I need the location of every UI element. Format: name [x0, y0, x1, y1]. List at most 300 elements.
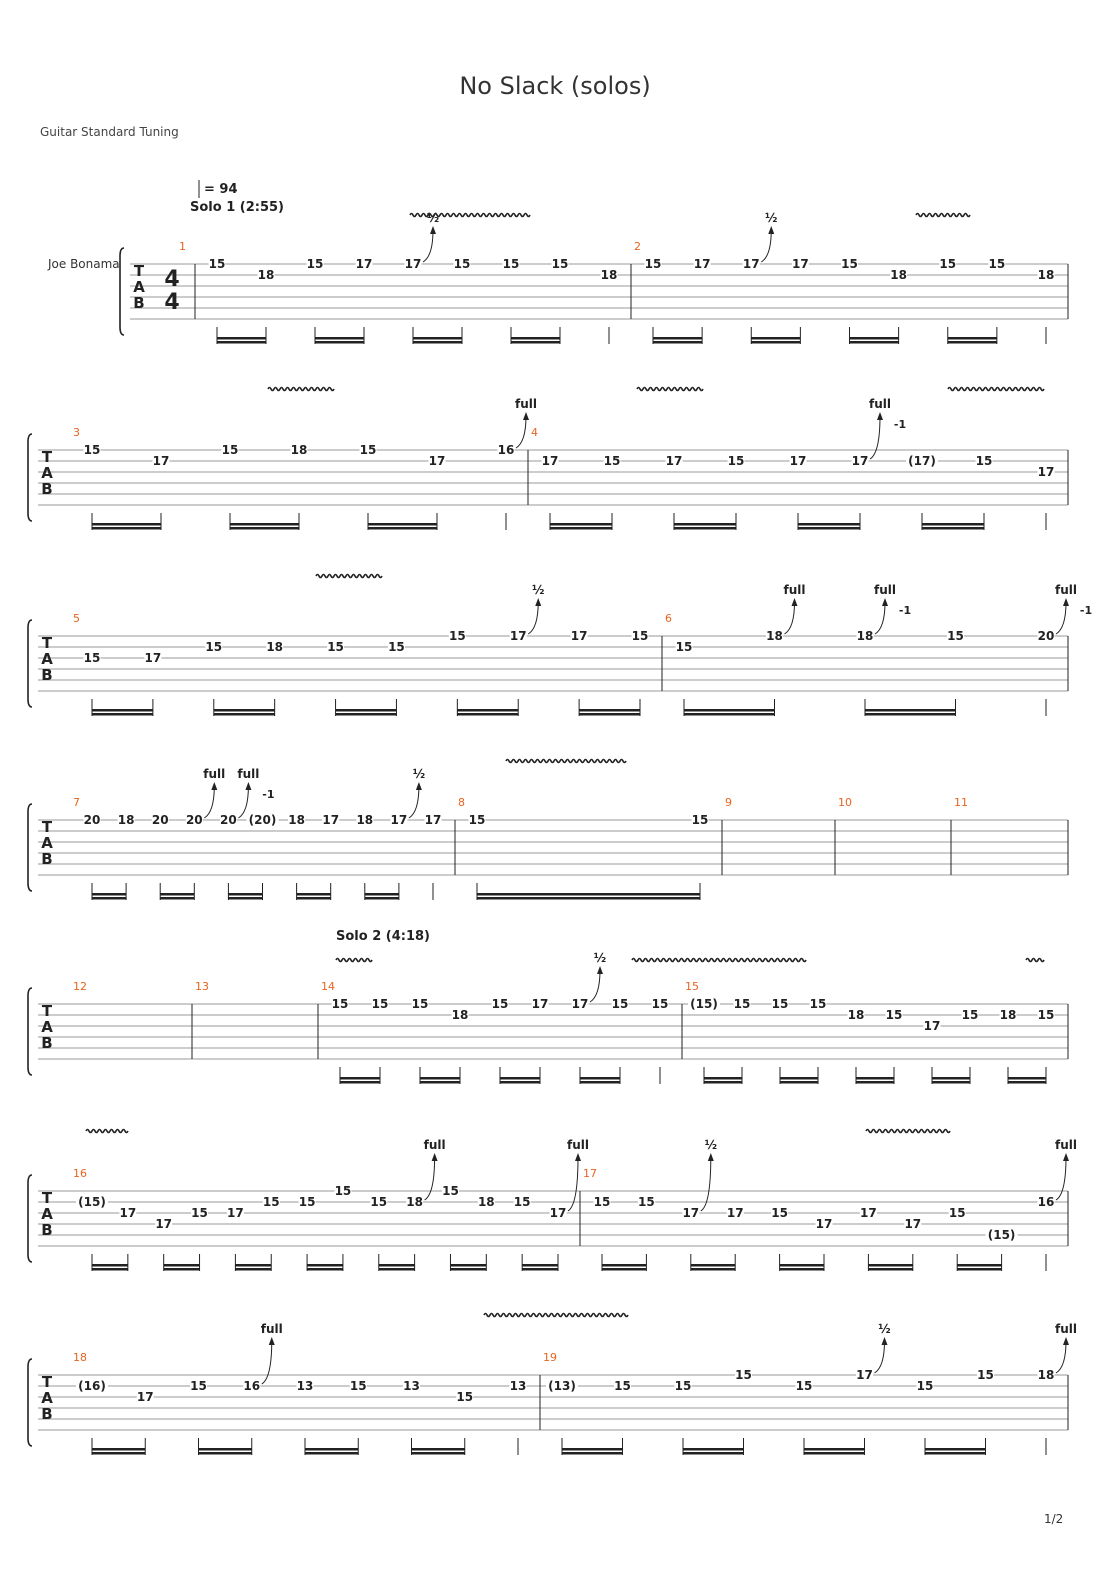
fret-number: 17: [904, 1217, 922, 1231]
tab-letter: B: [41, 666, 53, 684]
beam-secondary: [230, 523, 299, 526]
fret-number: 20: [151, 813, 169, 827]
measure-number: 15: [685, 980, 699, 993]
fret-number: 15: [190, 1379, 207, 1393]
vibrato-mark: [336, 959, 372, 962]
beam: [579, 713, 640, 716]
measure-number: 5: [73, 612, 80, 625]
fret-number: 15: [809, 997, 827, 1011]
bend-arrowhead: [1063, 1337, 1069, 1345]
beam: [1008, 1081, 1046, 1084]
beam: [511, 341, 560, 344]
staff-bracket: [28, 620, 32, 707]
fret-number: 18: [1037, 1368, 1055, 1382]
beam-secondary: [798, 523, 860, 526]
staff-bracket: [120, 248, 124, 335]
fret-number: 17: [851, 454, 869, 468]
vibrato-mark: [1026, 959, 1044, 962]
beam: [674, 527, 736, 530]
fret-number: 18: [890, 268, 907, 282]
fret-number: 15: [502, 257, 520, 271]
fret-number: 15: [948, 1206, 966, 1220]
bend-amount: full: [783, 583, 806, 597]
beam-secondary: [92, 1448, 145, 1451]
beam: [780, 1081, 818, 1084]
fret-number: 18: [266, 640, 284, 654]
fret-number: 15: [771, 1206, 788, 1220]
beam: [522, 1268, 558, 1271]
fret-number: 15: [651, 997, 669, 1011]
bend-amount: full: [567, 1138, 589, 1152]
bend-amount: full: [869, 397, 891, 411]
fret-number: 15: [1037, 1008, 1055, 1022]
fret-number: 15: [675, 640, 693, 654]
beam: [365, 897, 399, 900]
fret-number: 17: [856, 1368, 873, 1382]
tab-letter: A: [41, 1205, 53, 1223]
bend-amount: ½: [878, 1322, 891, 1336]
fret-number: (17): [908, 454, 936, 468]
beam: [780, 1268, 824, 1271]
staff-bracket: [28, 1359, 32, 1446]
beam-secondary: [550, 523, 612, 526]
tab-letter: B: [133, 294, 145, 312]
beam-secondary: [500, 1077, 540, 1080]
tempo-marking: = 94: [204, 182, 238, 197]
bend-arrowhead: [269, 1337, 275, 1345]
fret-number: 15: [961, 1008, 979, 1022]
beam: [704, 1081, 742, 1084]
measure-number: 13: [195, 980, 209, 993]
fret-number: 15: [513, 1195, 531, 1209]
fret-number: 15: [456, 1390, 474, 1404]
fret-number: 15: [83, 443, 101, 457]
beam: [683, 1452, 744, 1455]
vibrato-mark: [637, 388, 703, 391]
bend-amount: full: [515, 397, 537, 411]
beam-secondary: [922, 523, 984, 526]
fret-number: 15: [208, 257, 226, 271]
bend-amount: ½: [532, 583, 545, 597]
fret-number: 15: [631, 629, 649, 643]
measure-number: 12: [73, 980, 87, 993]
fret-number: 17: [119, 1206, 137, 1220]
fret-number: 18: [766, 629, 783, 643]
fret-number: 17: [815, 1217, 833, 1231]
beam: [580, 1081, 620, 1084]
beam-secondary: [780, 1264, 824, 1267]
fret-number: 16: [497, 443, 515, 457]
beam-secondary: [92, 523, 161, 526]
fret-number: 15: [453, 257, 471, 271]
beam-secondary: [228, 893, 262, 896]
beam-secondary: [704, 1077, 742, 1080]
beam-secondary: [164, 1264, 200, 1267]
beam-secondary: [368, 523, 437, 526]
bend-arrowhead: [708, 1153, 714, 1161]
fret-number: 17: [923, 1019, 941, 1033]
fret-number: 18: [406, 1195, 423, 1209]
beam: [217, 341, 266, 344]
fret-number: 17: [549, 1206, 567, 1220]
fret-number: 17: [665, 454, 683, 468]
tab-letter: T: [41, 1002, 53, 1020]
fret-number: (15): [987, 1228, 1016, 1242]
fret-number: 18: [856, 629, 874, 643]
beam: [336, 713, 397, 716]
fret-number: 17: [742, 257, 760, 271]
bend-curve: [568, 1157, 578, 1211]
tuning-label: Guitar Standard Tuning: [40, 125, 179, 139]
beam: [653, 341, 702, 344]
bend-curve: [204, 786, 214, 818]
bend-amount: full: [260, 1322, 283, 1336]
fret-number: 15: [331, 997, 349, 1011]
fret-number: 18: [847, 1008, 865, 1022]
bend-amount: full: [423, 1138, 446, 1152]
fret-number: 18: [451, 1008, 469, 1022]
beam: [307, 1268, 343, 1271]
bend-arrowhead: [792, 598, 798, 606]
page-number: 1/2: [1044, 1512, 1064, 1526]
tab-letter: T: [41, 634, 53, 652]
fret-number: 15: [733, 997, 751, 1011]
fret-number: 15: [603, 454, 621, 468]
fret-number: 17: [404, 257, 422, 271]
vibrato-mark: [316, 575, 382, 578]
fret-number: 13: [403, 1379, 420, 1393]
fret-number: 15: [644, 257, 662, 271]
beam: [228, 897, 262, 900]
beam-secondary: [580, 1077, 620, 1080]
bend-arrowhead: [245, 782, 251, 790]
staff-bracket: [28, 988, 32, 1075]
vibrato-mark: [86, 1130, 128, 1133]
beam-secondary: [804, 1448, 865, 1451]
beam: [199, 1452, 252, 1455]
fret-number: 17: [509, 629, 527, 643]
beam-secondary: [683, 1448, 744, 1451]
beam-secondary: [1008, 1077, 1046, 1080]
beam-secondary: [199, 1448, 252, 1451]
bend-curve: [1056, 602, 1066, 634]
tab-letter: B: [41, 480, 53, 498]
fret-number: 17: [390, 813, 408, 827]
beam: [562, 1452, 623, 1455]
beam-secondary: [457, 709, 518, 712]
bend-curve: [1056, 1157, 1066, 1200]
tab-letter: A: [41, 1389, 53, 1407]
tab-letter: A: [133, 278, 145, 296]
vibrato-mark: [410, 214, 530, 217]
beam: [868, 1268, 912, 1271]
fret-number: 16: [1037, 1195, 1055, 1209]
beam: [450, 1268, 486, 1271]
bend-curve: [423, 230, 433, 262]
beam: [477, 897, 700, 900]
bend-curve: [262, 1341, 272, 1384]
beam-secondary: [780, 1077, 818, 1080]
bend-amount: ½: [765, 211, 778, 225]
fret-number: 13: [296, 1379, 314, 1393]
fret-number: 15: [611, 997, 629, 1011]
fret-number: 15: [491, 997, 509, 1011]
fret-number: 18: [117, 813, 135, 827]
beam: [684, 713, 775, 716]
beam: [379, 1268, 415, 1271]
bend-curve: [701, 1157, 711, 1211]
fret-number: 18: [477, 1195, 495, 1209]
bend-curve: [425, 1157, 435, 1200]
fret-number: 18: [600, 268, 618, 282]
fret-number: 17: [322, 813, 340, 827]
beam-secondary: [413, 337, 462, 340]
bend-release: -1: [262, 788, 275, 801]
beam-secondary: [602, 1264, 646, 1267]
beam-secondary: [691, 1264, 735, 1267]
beam: [856, 1081, 894, 1084]
bend-arrowhead: [597, 966, 603, 974]
bend-arrowhead: [575, 1153, 581, 1161]
beam: [305, 1452, 358, 1455]
beam-secondary: [160, 893, 194, 896]
fret-number: (20): [248, 813, 277, 827]
beam: [92, 527, 161, 530]
measure-number: 19: [543, 1351, 557, 1364]
beam: [500, 1081, 540, 1084]
beam-secondary: [925, 1448, 986, 1451]
beam-secondary: [562, 1448, 623, 1451]
bend-curve: [875, 602, 885, 634]
beam-secondary: [217, 337, 266, 340]
bend-curve: [875, 1341, 885, 1373]
beam-secondary: [412, 1448, 465, 1451]
beam-secondary: [653, 337, 702, 340]
beam: [865, 713, 956, 716]
beam-secondary: [235, 1264, 271, 1267]
beam-secondary: [932, 1077, 970, 1080]
fret-number: 17: [355, 257, 373, 271]
beam: [691, 1268, 735, 1271]
beam: [235, 1268, 271, 1271]
page-title: No Slack (solos): [459, 72, 651, 100]
fret-number: 18: [1037, 268, 1055, 282]
tab-letter: B: [41, 1221, 53, 1239]
fret-number: 15: [468, 813, 486, 827]
beam-secondary: [214, 709, 275, 712]
fret-number: 18: [999, 1008, 1017, 1022]
beam-secondary: [92, 1264, 128, 1267]
tab-letter: T: [41, 1189, 53, 1207]
beam-secondary: [336, 709, 397, 712]
staff-bracket: [28, 1175, 32, 1262]
section-label: Solo 2 (4:18): [336, 929, 430, 944]
measure-number: 18: [73, 1351, 87, 1364]
vibrato-mark: [632, 959, 806, 962]
fret-number: 17: [1037, 465, 1055, 479]
bend-arrowhead: [523, 412, 529, 420]
fret-number: 17: [726, 1206, 744, 1220]
fret-number: 18: [356, 813, 374, 827]
fret-number: 15: [551, 257, 569, 271]
fret-number: 15: [442, 1184, 459, 1198]
vibrato-mark: [866, 1130, 950, 1133]
vibrato-mark: [916, 214, 970, 217]
bend-curve: [528, 602, 538, 634]
staff-bracket: [28, 804, 32, 891]
time-signature-bottom: 4: [164, 290, 180, 315]
bend-curve: [785, 602, 795, 634]
bend-arrowhead: [535, 598, 541, 606]
beam: [922, 527, 984, 530]
beam: [315, 341, 364, 344]
fret-number: 17: [789, 454, 807, 468]
bend-amount: ½: [412, 767, 426, 781]
beam-secondary: [856, 1077, 894, 1080]
beam-secondary: [315, 337, 364, 340]
beam: [340, 1081, 380, 1084]
fret-number: 15: [638, 1195, 655, 1209]
fret-number: 15: [371, 997, 389, 1011]
beam: [850, 341, 899, 344]
beam-secondary: [305, 1448, 358, 1451]
vibrato-mark: [268, 388, 334, 391]
beam-secondary: [948, 337, 997, 340]
beam-secondary: [365, 893, 399, 896]
fret-number: 15: [191, 1206, 208, 1220]
bend-arrowhead: [1063, 1153, 1069, 1161]
measure-number: 4: [531, 426, 538, 439]
beam-secondary: [307, 1264, 343, 1267]
beam: [92, 1268, 128, 1271]
tab-letter: B: [41, 850, 53, 868]
measure-number: 11: [954, 796, 968, 809]
bend-arrowhead: [768, 226, 774, 234]
fret-number: 18: [288, 813, 305, 827]
bend-curve: [516, 416, 526, 448]
bend-amount: ½: [426, 211, 440, 225]
bend-arrowhead: [882, 598, 888, 606]
fret-number: 13: [509, 1379, 527, 1393]
fret-number: 15: [947, 629, 964, 643]
fret-number: 17: [541, 454, 559, 468]
fret-number: 15: [614, 1379, 631, 1393]
fret-number: 17: [136, 1390, 154, 1404]
beam: [948, 341, 997, 344]
beam-secondary: [865, 709, 956, 712]
bend-curve: [1056, 1341, 1066, 1373]
measure-number: 1: [179, 240, 186, 253]
beam: [751, 341, 800, 344]
time-signature-top: 4: [164, 267, 180, 292]
fret-number: 15: [975, 454, 993, 468]
beam: [164, 1268, 200, 1271]
tab-letter: T: [41, 1373, 53, 1391]
measure-number: 3: [73, 426, 80, 439]
fret-number: 15: [735, 1368, 752, 1382]
tab-letter: T: [41, 448, 53, 466]
fret-number: 20: [83, 813, 101, 827]
fret-number: 15: [388, 640, 405, 654]
beam-secondary: [511, 337, 560, 340]
fret-number: 15: [298, 1195, 316, 1209]
bend-release: -1: [898, 604, 912, 617]
bend-release: -1: [893, 418, 907, 431]
bend-amount: ½: [593, 951, 607, 965]
fret-number: 17: [155, 1217, 173, 1231]
fret-number: 15: [674, 1379, 692, 1393]
fret-number: 17: [693, 257, 711, 271]
fret-number: 15: [727, 454, 745, 468]
beam: [160, 897, 194, 900]
fret-number: 15: [306, 257, 324, 271]
bend-arrowhead: [416, 782, 422, 790]
beam-secondary: [751, 337, 800, 340]
fret-number: 15: [916, 1379, 934, 1393]
fret-number: (16): [78, 1379, 106, 1393]
bend-arrowhead: [877, 412, 883, 420]
section-label: Solo 1 (2:55): [190, 200, 284, 215]
fret-number: 15: [977, 1368, 994, 1382]
beam: [798, 527, 860, 530]
bend-arrowhead: [882, 1337, 888, 1345]
vibrato-mark: [506, 760, 626, 763]
beam: [420, 1081, 460, 1084]
beam-secondary: [868, 1264, 912, 1267]
bend-amount: full: [1055, 1322, 1077, 1336]
measure-number: 8: [458, 796, 465, 809]
tab-letter: A: [41, 834, 53, 852]
beam-secondary: [579, 709, 640, 712]
fret-number: (13): [548, 1379, 576, 1393]
beam: [214, 713, 275, 716]
fret-number: 17: [428, 454, 446, 468]
bend-amount: ½: [704, 1138, 718, 1152]
fret-number: 15: [593, 1195, 611, 1209]
fret-number: 15: [359, 443, 377, 457]
bend-curve: [870, 416, 880, 459]
vibrato-mark: [484, 1314, 628, 1317]
fret-number: 15: [795, 1379, 813, 1393]
fret-number: 15: [691, 813, 709, 827]
fret-number: 15: [939, 257, 957, 271]
beam: [957, 1268, 1001, 1271]
tab-letter: B: [41, 1405, 53, 1423]
fret-number: 20: [1037, 629, 1055, 643]
bend-curve: [409, 786, 419, 818]
fret-number: 17: [144, 651, 162, 665]
beam: [92, 1452, 145, 1455]
fret-number: 16: [243, 1379, 261, 1393]
beam: [368, 527, 437, 530]
bend-curve: [590, 970, 600, 1002]
beam-secondary: [420, 1077, 460, 1080]
fret-number: 15: [83, 651, 101, 665]
fret-number: 15: [205, 640, 223, 654]
beam: [297, 897, 331, 900]
beam: [412, 1452, 465, 1455]
fret-number: 18: [290, 443, 308, 457]
bend-amount: full: [203, 767, 226, 781]
beam-secondary: [92, 893, 126, 896]
bend-amount: full: [1055, 583, 1077, 597]
bend-arrowhead: [432, 1153, 438, 1161]
measure-number: 9: [725, 796, 732, 809]
beam-secondary: [850, 337, 899, 340]
measure-number: 6: [665, 612, 672, 625]
beam: [925, 1452, 986, 1455]
measure-number: 14: [321, 980, 335, 993]
